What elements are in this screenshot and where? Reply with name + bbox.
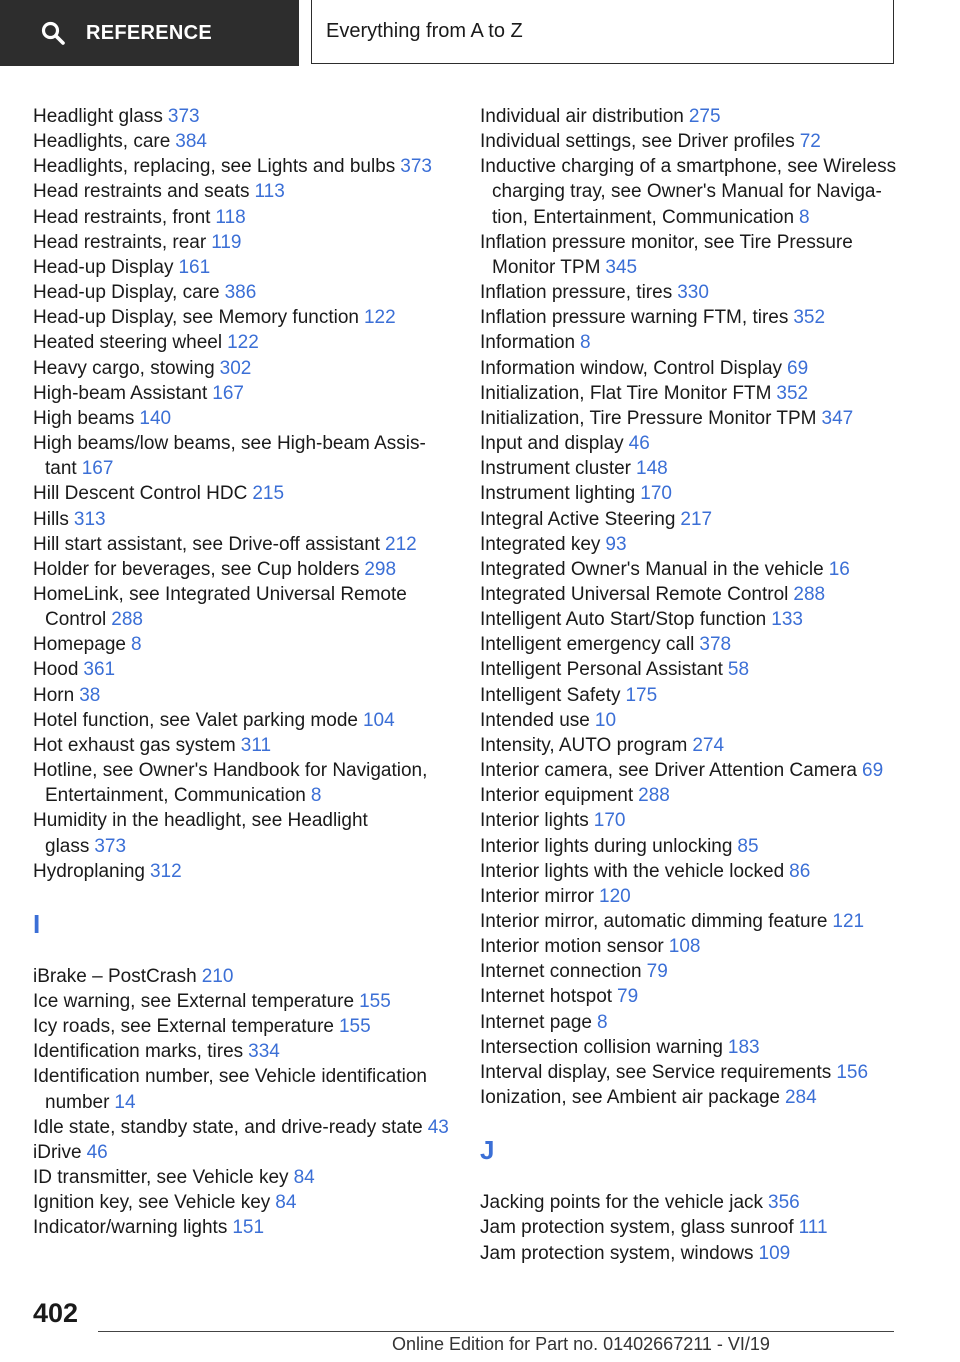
index-entry-text: Integrated Universal Remote Control (480, 583, 789, 605)
index-entry (480, 532, 910, 557)
index-entry (33, 507, 453, 532)
page-reference-link[interactable]: 16 (828, 558, 850, 580)
index-entry-text: Jam protection system, glass sunroof (480, 1217, 794, 1239)
page-reference-link[interactable]: 210 (201, 965, 234, 987)
index-entry-text: Intensity, AUTO program (480, 734, 688, 756)
index-entry-text: Jam protection system, windows (480, 1242, 754, 1264)
index-entry-text: Indicator/warning lights (33, 1217, 228, 1239)
page-reference-link[interactable]: 8 (580, 332, 591, 354)
index-entry-text: Internet hotspot (480, 986, 613, 1008)
page-reference-link[interactable]: 215 (252, 483, 285, 505)
index-entry-text: High beams (33, 407, 135, 429)
index-entry (33, 1165, 453, 1190)
page-reference-link[interactable]: 8 (310, 785, 322, 807)
index-entry-text: Integrated key (480, 533, 601, 555)
index-entry (33, 708, 453, 733)
page-reference-link[interactable]: 119 (211, 231, 242, 253)
index-entry-text: Internet connection (480, 961, 642, 983)
index-entry-text: Interior lights during unlocking (480, 835, 733, 857)
index-entry (480, 1035, 910, 1060)
index-entry (480, 230, 910, 280)
index-entry (480, 884, 910, 909)
page-reference-link[interactable]: 167 (81, 458, 114, 480)
index-entry-text: Instrument cluster (480, 458, 631, 480)
index-entry (480, 305, 910, 330)
index-entry (480, 859, 910, 884)
page-reference-link[interactable]: 84 (275, 1192, 297, 1214)
page-reference-link[interactable]: 8 (130, 634, 142, 656)
page-reference-link[interactable]: 302 (219, 357, 252, 379)
page-reference-link[interactable]: 79 (646, 961, 668, 983)
index-entry-text: Inflation pressure, tires (480, 282, 673, 304)
page-reference-link[interactable]: 43 (427, 1116, 449, 1138)
page-reference-link[interactable]: 155 (338, 1016, 371, 1038)
footer-edition (392, 1334, 770, 1355)
index-entry-text: Ignition key, see Vehicle key (33, 1192, 271, 1214)
page-reference-link[interactable]: 14 (114, 1091, 136, 1113)
index-entry (33, 859, 453, 884)
index-entry (33, 154, 453, 179)
index-entry (480, 834, 910, 859)
index-entry (33, 964, 453, 989)
index-entry-text: Head restraints, front (33, 206, 211, 228)
page-header (0, 0, 960, 66)
index-entry (480, 280, 910, 305)
page-reference-link[interactable]: 46 (86, 1141, 108, 1163)
index-entry (480, 909, 910, 934)
index-entry (33, 1039, 453, 1064)
index-entry-text: Heated steering wheel (33, 332, 223, 354)
page-reference-link[interactable]: 148 (636, 458, 668, 480)
search-icon (40, 20, 66, 46)
page-reference-link[interactable]: 122 (363, 307, 396, 329)
page-reference-link[interactable]: 347 (821, 407, 854, 429)
page-reference-link[interactable]: 93 (605, 533, 627, 555)
index-entry-text: Hydroplaning (33, 860, 145, 882)
index-entry-text: Heavy cargo, stowing (33, 357, 215, 379)
page-reference-link[interactable]: 58 (727, 659, 750, 681)
index-entry (33, 1014, 453, 1039)
page-reference-link[interactable]: 378 (699, 634, 732, 656)
index-entry-text: iDrive (33, 1141, 82, 1163)
index-entry-text: Horn (33, 684, 75, 706)
chapter-title-tab (311, 0, 894, 64)
page-reference-link[interactable]: 111 (798, 1217, 828, 1239)
index-entry (33, 431, 453, 481)
index-entry (480, 808, 910, 833)
page-reference-link[interactable]: 10 (594, 709, 617, 731)
page-reference-link[interactable]: 8 (799, 206, 810, 228)
page-reference-link[interactable]: 352 (776, 382, 809, 404)
index-entry-text: Interior equipment (480, 785, 634, 807)
index-entry (33, 280, 453, 305)
index-entry-text: Head restraints and seats (33, 181, 250, 203)
index-entry (480, 783, 910, 808)
index-entry (33, 1115, 453, 1140)
index-entry-text: Humidity in the headlight, see Headlight glass (33, 810, 368, 857)
page-reference-link[interactable]: 313 (73, 508, 106, 530)
page-reference-link[interactable]: 288 (111, 609, 143, 631)
page-reference-link[interactable]: 373 (94, 835, 127, 857)
index-entry (33, 532, 453, 557)
page-reference-link[interactable]: 121 (832, 911, 865, 932)
index-entry-text: Interior mirror, automatic dimming feature (480, 911, 828, 932)
index-entry (480, 154, 910, 229)
index-entry (480, 356, 910, 381)
footer-divider (98, 1331, 894, 1332)
index-entry (480, 632, 910, 657)
page-reference-link[interactable]: 288 (793, 583, 826, 605)
index-entry (480, 758, 910, 783)
index-entry-text: Intelligent Safety (480, 684, 621, 706)
page-reference-link[interactable]: 345 (605, 256, 638, 278)
index-entry (33, 356, 453, 381)
index-entry (480, 381, 910, 406)
page-reference-link[interactable]: 334 (248, 1041, 280, 1063)
index-entry-text: Input and display (480, 433, 624, 455)
index-entry-text: Hill start assistant, see Drive-off assistant (33, 533, 381, 555)
page-reference-link[interactable]: 161 (178, 256, 211, 278)
section-tab[interactable] (0, 0, 299, 66)
index-entry-text: Hills (33, 508, 69, 530)
page-reference-link[interactable]: 170 (593, 810, 626, 832)
page-reference-link[interactable]: 113 (254, 181, 285, 203)
index-entry-text: Interior motion sensor (480, 936, 664, 958)
index-entry (33, 1064, 453, 1114)
page-reference-link[interactable]: 86 (789, 860, 811, 882)
index-entry (33, 657, 453, 682)
index-entry (33, 733, 453, 758)
index-entry (480, 733, 910, 758)
index-entry (480, 431, 910, 456)
page-reference-link[interactable]: 156 (836, 1061, 869, 1083)
index-entry (33, 632, 453, 657)
index-entry-text: Hot exhaust gas system (33, 734, 236, 756)
index-entry (33, 557, 453, 582)
index-entry-text: High beams/low beams, see High-beam Assis‐tant (33, 433, 426, 480)
index-entry-text: Head-up Display, see Memory function (33, 307, 359, 329)
page-reference-link[interactable]: 373 (400, 156, 432, 178)
footer-edition-text: Online Edition for Part no. 01402667211 - VI/19 (392, 1334, 770, 1354)
index-entry-text: Hill Descent Control HDC (33, 483, 248, 505)
index-entry-text: Jacking points for the vehicle jack (480, 1192, 764, 1214)
index-entry (480, 959, 910, 984)
index-entry (480, 1060, 910, 1085)
index-entry-text: Integrated Owner's Manual in the vehicle (480, 558, 824, 580)
index-entry (33, 406, 453, 431)
page-reference-link[interactable]: 212 (385, 533, 417, 555)
page-reference-link[interactable]: 288 (638, 785, 670, 807)
index-entry-text: Homepage (33, 634, 126, 656)
index-entry-text: Headlights, replacing, see Lights and bulbs (33, 156, 396, 178)
page-reference-link[interactable]: 8 (596, 1011, 608, 1033)
page-reference-link[interactable]: 120 (599, 885, 631, 907)
page-reference-link[interactable]: 298 (364, 558, 397, 580)
index-entry (33, 1215, 453, 1240)
page-reference-link[interactable]: 167 (212, 382, 244, 404)
page-reference-link[interactable]: 183 (727, 1036, 760, 1058)
page-reference-link[interactable]: 274 (692, 734, 725, 756)
index-entry-text: Icy roads, see External temperature (33, 1016, 334, 1038)
page-reference-link[interactable]: 330 (677, 282, 709, 304)
page-reference-link[interactable]: 84 (293, 1167, 315, 1189)
index-entry-text: Interior mirror (480, 885, 595, 907)
index-entry (33, 381, 453, 406)
index-entry (480, 507, 910, 532)
index-letter-heading: I (33, 908, 41, 939)
index-entry (33, 683, 453, 708)
index-column-left (33, 104, 453, 1241)
index-entry-text: Information window, Control Display (480, 357, 783, 379)
page-reference-link[interactable]: 118 (215, 206, 246, 228)
index-entry (33, 305, 453, 330)
page-reference-link[interactable]: 361 (83, 659, 116, 681)
index-entry-text: Hood (33, 659, 79, 681)
section-label: REFERENCE (86, 21, 213, 44)
page-reference-link[interactable]: 69 (862, 760, 884, 782)
page-reference-link[interactable]: 352 (793, 307, 826, 329)
index-entry (33, 330, 453, 355)
index-entry-text: Interior lights (480, 810, 589, 832)
page-reference-link[interactable]: 108 (668, 936, 701, 958)
index-entry (33, 1140, 453, 1165)
index-entry-text: iBrake – PostCrash (33, 965, 197, 987)
index-entry-text: Inductive charging of a smartphone, see Wireless charging tray, see Owner's Manual for Naviga‐tion, Entertainment, Communication (480, 156, 897, 228)
page-reference-link[interactable]: 284 (784, 1087, 817, 1109)
page-reference-link[interactable]: 69 (787, 357, 809, 379)
index-entry (480, 1241, 910, 1266)
page-reference-link[interactable]: 46 (628, 433, 650, 455)
index-entry (480, 129, 910, 154)
index-entry-text: Idle state, standby state, and drive-ready state (33, 1116, 423, 1138)
index-entry-text: HomeLink, see Integrated Universal Remote Control (33, 583, 407, 631)
index-entry-text: Identification number, see Vehicle identification number (33, 1066, 427, 1113)
index-entry-text: Interval display, see Service requirements (480, 1061, 832, 1083)
page-reference-link[interactable]: 38 (79, 684, 101, 706)
index-entry-text: Individual air distribution (480, 106, 684, 127)
index-entry (33, 582, 453, 632)
page-reference-link[interactable]: 170 (640, 483, 672, 505)
index-entry (480, 104, 910, 129)
page-reference-link[interactable]: 356 (768, 1192, 800, 1214)
page-reference-link[interactable]: 151 (232, 1217, 265, 1239)
index-entry (480, 1215, 910, 1240)
page-reference-link[interactable]: 109 (758, 1242, 791, 1264)
index-entry-text: Ice warning, see External temperature (33, 991, 355, 1012)
page-reference-link[interactable]: 373 (167, 106, 200, 127)
page-reference-link[interactable]: 275 (688, 106, 721, 127)
index-entry (33, 230, 453, 255)
index-entry-text: Identification marks, tires (33, 1041, 244, 1063)
index-entry (33, 205, 453, 230)
index-entry (33, 481, 453, 506)
index-entry-text: Headlight glass (33, 106, 163, 127)
index-entry-text: ID transmitter, see Vehicle key (33, 1167, 289, 1189)
index-entry-text: Inflation pressure warning FTM, tires (480, 307, 789, 329)
index-entry-text: Inflation pressure monitor, see Tire Pressure Monitor TPM (480, 231, 853, 278)
index-entry-text: Hotel function, see Valet parking mode (33, 709, 358, 731)
index-entry-text: Head-up Display (33, 256, 174, 278)
index-entry-text: Intelligent Auto Start/Stop function (480, 609, 767, 631)
page-reference-link[interactable]: 104 (362, 709, 395, 731)
index-entry-text: High-beam Assistant (33, 382, 208, 404)
index-entry (480, 1190, 910, 1215)
index-entry-text: Hotline, see Owner's Handbook for Navigation, Entertainment, Communication (33, 760, 428, 807)
page-reference-link[interactable]: 79 (617, 986, 639, 1008)
page-reference-link[interactable]: 312 (149, 860, 182, 882)
page-reference-link[interactable]: 72 (799, 131, 821, 153)
index-entry (480, 456, 910, 481)
page-reference-link[interactable]: 311 (240, 734, 272, 756)
index-entry (480, 1010, 910, 1035)
index-entry (33, 758, 453, 808)
index-entry (480, 657, 910, 682)
index-entry (33, 179, 453, 204)
index-entry (480, 582, 910, 607)
index-entry-text: Integral Active Steering (480, 508, 676, 530)
page-number: 402 (33, 1298, 79, 1328)
index-entry (480, 708, 910, 733)
index-entry-text: Intended use (480, 709, 590, 731)
index-entry (480, 683, 910, 708)
index-entry-text: Intelligent Personal Assistant (480, 659, 723, 681)
index-entry-text: Internet page (480, 1011, 592, 1033)
page-reference-link[interactable]: 133 (771, 609, 803, 631)
index-entry-text: Headlights, care (33, 131, 171, 153)
index-entry (33, 1190, 453, 1215)
index-entry (33, 989, 453, 1014)
index-entry (33, 104, 453, 129)
index-entry (480, 557, 910, 582)
index-entry-text: Intersection collision warning (480, 1036, 723, 1058)
page-reference-link[interactable]: 155 (359, 991, 391, 1012)
index-entry (480, 934, 910, 959)
index-entry (480, 406, 910, 431)
index-entry-text: Instrument lighting (480, 483, 636, 505)
index-entry-text: Interior lights with the vehicle locked (480, 860, 785, 882)
page-reference-link[interactable]: 384 (175, 131, 207, 153)
index-entry-text: Initialization, Tire Pressure Monitor TPM (480, 407, 817, 429)
index-letter-heading: J (480, 1135, 495, 1166)
index-entry-text: Ionization, see Ambient air package (480, 1087, 780, 1109)
index-entry-text: Head restraints, rear (33, 231, 207, 253)
index-entry (33, 808, 453, 858)
page-reference-link[interactable]: 386 (224, 282, 257, 304)
index-entry (480, 330, 910, 355)
page-reference-link[interactable]: 122 (227, 332, 259, 354)
index-entry (480, 481, 910, 506)
index-entry-text: Initialization, Flat Tire Monitor FTM (480, 382, 772, 404)
index-entry (480, 984, 910, 1009)
page-reference-link[interactable]: 85 (737, 835, 759, 857)
index-entry-text: Information (480, 332, 576, 354)
index-entry (33, 255, 453, 280)
index-entry (480, 1085, 910, 1110)
page-reference-link[interactable]: 140 (139, 407, 172, 429)
index-entry-text: Head-up Display, care (33, 282, 220, 304)
index-entry (33, 129, 453, 154)
chapter-title: Everything from A to Z (326, 20, 523, 42)
index-entry-text: Individual settings, see Driver profiles (480, 131, 795, 153)
index-entry-text: Holder for beverages, see Cup holders (33, 558, 360, 580)
page-reference-link[interactable]: 217 (680, 508, 713, 530)
index-entry-text: Intelligent emergency call (480, 634, 695, 656)
index-entry (480, 607, 910, 632)
page-reference-link[interactable]: 175 (625, 684, 658, 706)
index-entry-text: Interior camera, see Driver Attention Camera (480, 760, 857, 782)
index-column-right (480, 104, 910, 1266)
